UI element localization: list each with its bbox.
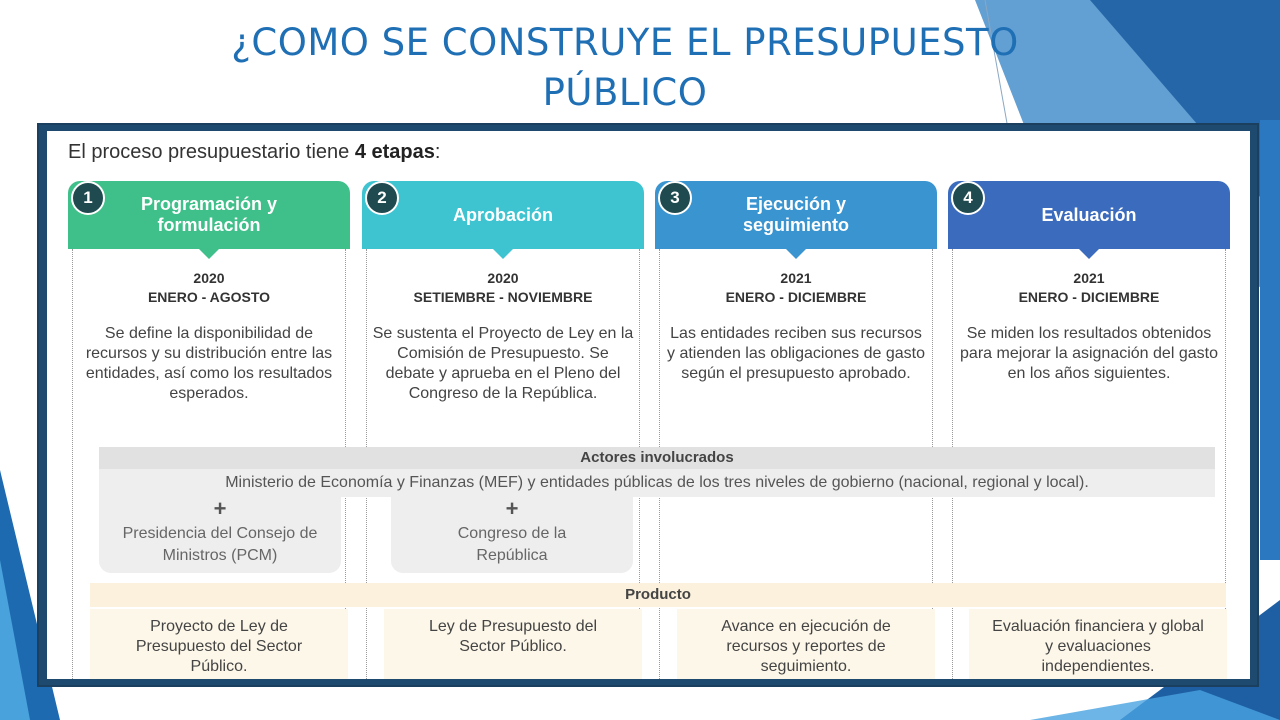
diagram-image-frame [39, 125, 1257, 685]
actors-text: Ministerio de Economía y Finanzas (MEF) y entidades públicas de los tres niveles de gobierno (nacional, regional y local). [99, 469, 1215, 497]
stage-title-3: Ejecución y seguimiento [742, 194, 849, 235]
product-4: Evaluación financiera y global y evaluaciones independientes. [969, 609, 1227, 679]
product-2: Ley de Presupuesto del Sector Público. [384, 609, 642, 679]
intro-prefix: El proceso presupuestario tiene [68, 141, 355, 163]
stage-year-2: 2020 [487, 270, 519, 286]
extra-actor-text-1: Presidencia del Consejo de Ministros (PCM) [122, 525, 318, 564]
product-3: Avance en ejecución de recursos y reportes de seguimiento. [677, 609, 935, 679]
stage-title-1: Programación y formulación [140, 194, 278, 235]
stage-period-2 [367, 249, 639, 307]
stage-months-3: ENERO - DICIEMBRE [725, 289, 867, 305]
stage-description-3: Las entidades reciben sus recursos y atienden las obligaciones de gasto según el presupuesto aprobado. [667, 325, 925, 382]
slide-title: ¿COMO SE CONSTRUYE EL PRESUPUESTO PÚBLICO [231, 21, 1019, 114]
stage-description-2: Se sustenta el Proyecto de Ley en la Comisión de Presupuesto. Se debate y aprueba en el Pleno del Congreso de la República. [372, 325, 634, 402]
stage-year-1: 2020 [193, 270, 225, 286]
stage-description-1: Se define la disponibilidad de recursos y su distribución entre las entidades, así como los resultados esperados. [85, 325, 333, 402]
stage-year-3: 2021 [780, 270, 812, 286]
extra-actor-congress [391, 497, 633, 573]
stage-number-2: 2 [365, 181, 399, 215]
stage-header-4 [948, 181, 1230, 249]
intro-bold: 4 etapas [354, 141, 435, 163]
stage-number-4: 4 [951, 181, 985, 215]
stage-number-3: 3 [658, 181, 692, 215]
stage-year-4: 2021 [1073, 270, 1105, 286]
extra-actor-pcm [99, 497, 341, 573]
intro-suffix: : [434, 141, 441, 163]
stage-header-2 [362, 181, 644, 249]
stage-months-1: ENERO - AGOSTO [147, 289, 271, 305]
stage-header-3 [655, 181, 937, 249]
product-heading: Producto [90, 583, 1226, 607]
actors-heading: Actores involucrados [99, 447, 1215, 469]
plus-icon: + [505, 496, 519, 521]
decor-shape-right-side [1260, 120, 1280, 560]
stage-period-3 [660, 249, 932, 307]
stage-period-4 [953, 249, 1225, 307]
product-1: Proyecto de Ley de Presupuesto del Sector Público. [90, 609, 348, 679]
stage-months-4: ENERO - DICIEMBRE [1018, 289, 1160, 305]
stage-months-2: SETIEMBRE - NOVIEMBRE [413, 289, 593, 305]
stage-header-1 [68, 181, 350, 249]
budget-process-diagram [47, 131, 1250, 679]
stage-description-4: Se miden los resultados obtenidos para mejorar la asignación del gasto en los años siguientes. [960, 325, 1218, 382]
stage-title-4: Evaluación [1041, 204, 1137, 225]
stage-number-1: 1 [71, 181, 105, 215]
plus-icon: + [213, 496, 227, 521]
stage-title-2: Aprobación [452, 204, 553, 225]
extra-actor-text-2: Congreso de la República [457, 525, 567, 564]
intro-text [68, 141, 440, 164]
stage-period-1 [73, 249, 345, 307]
